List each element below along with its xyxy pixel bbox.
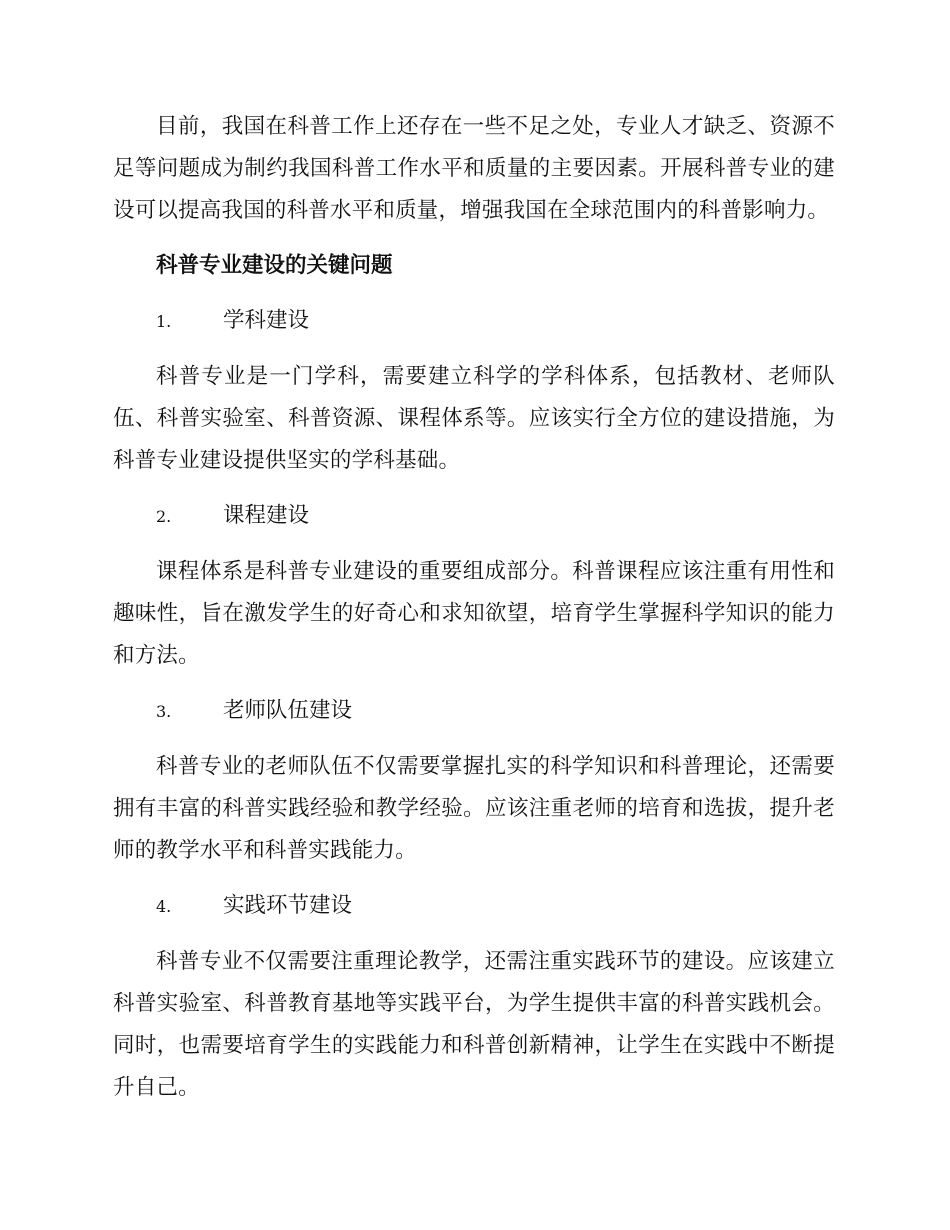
item-2-paragraph: 课程体系是科普专业建设的重要组成部分。科普课程应该注重有用性和趣味性，旨在激发学生的好奇心和求知欲望，培育学生掌握科学知识的能力和方法。 — [113, 559, 835, 668]
section-heading: 科普专业建设的关键问题 — [156, 253, 393, 278]
item-3-paragraph: 科普专业的老师队伍不仅需要掌握扎实的科学知识和科普理论，还需要拥有丰富的科普实践经验和教学经验。应该注重老师的培育和选拔，提升老师的教学水平和科普实践能力。 — [113, 754, 835, 863]
list-item-4 — [156, 885, 835, 928]
list-title: 老师队伍建设 — [223, 698, 353, 723]
item-1-paragraph: 科普专业是一门学科，需要建立科学的学科体系，包括教材、老师队伍、科普实验室、科普资源、课程体系等。应该实行全方位的建设措施，为科普专业建设提供坚实的学科基础。 — [113, 364, 835, 473]
list-item-3 — [156, 690, 835, 733]
document-page — [113, 106, 835, 1122]
list-item-2 — [156, 495, 835, 538]
intro-paragraph: 目前，我国在科普工作上还存在一些不足之处，专业人才缺乏、资源不足等问题成为制约我国科普工作水平和质量的主要因素。开展科普专业的建设可以提高我国的科普水平和质量，增强我国在全球范围内的科普影响力。 — [113, 114, 835, 223]
list-item-1 — [156, 300, 835, 343]
list-number: 3. — [156, 702, 172, 721]
list-number: 1. — [156, 312, 172, 331]
list-title: 学科建设 — [223, 308, 310, 333]
item-4-paragraph: 科普专业不仅需要注重理论教学，还需注重实践环节的建设。应该建立科普实验室、科普教育基地等实践平台，为学生提供丰富的科普实践机会。同时，也需要培育学生的实践能力和科普创新精神，让学生在实践中不断提升自己。 — [113, 949, 835, 1100]
list-number: 4. — [156, 897, 172, 916]
list-title: 课程建设 — [223, 503, 310, 528]
list-title: 实践环节建设 — [223, 893, 353, 918]
list-number: 2. — [156, 507, 172, 526]
